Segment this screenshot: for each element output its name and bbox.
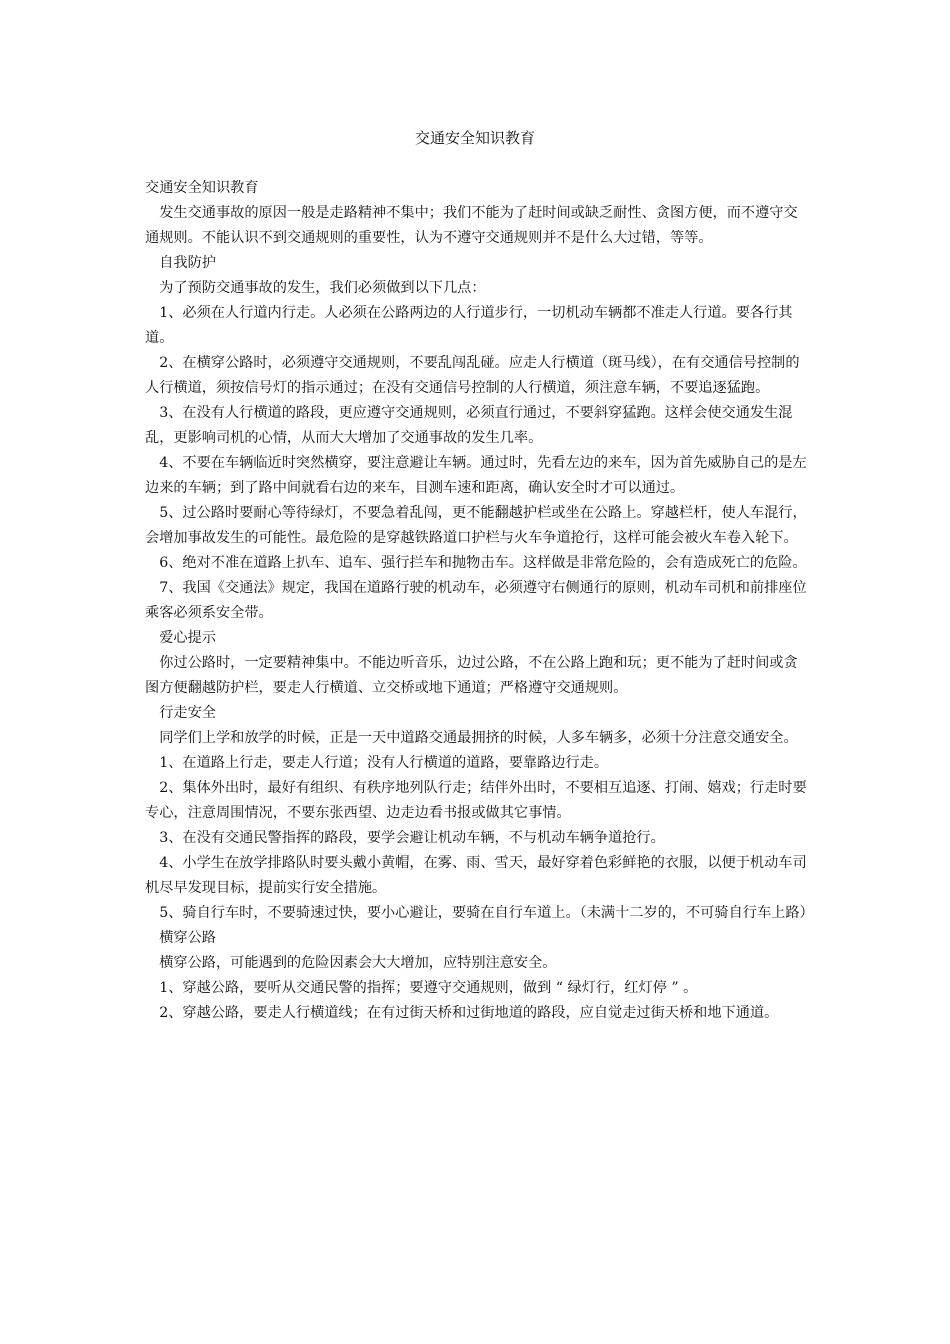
list-item: 3、在没有交通民警指挥的路段，要学会避让机动车辆，不与机动车辆争道抢行。 bbox=[159, 830, 665, 846]
list-item: 1、必须在人行道内行走。人必须在公路两边的人行道步行，一切机动车辆都不准走人行道。要各行其道。 bbox=[145, 305, 793, 346]
list-item: 2、在横穿公路时，必须遵守交通规则，不要乱闯乱碰。应走人行横道（斑马线），在有交通信号控制的人行横道，须按信号灯的指示通过；在没有交通信号控制的人行横道，须注意车辆，不要追逐猛跑。 bbox=[145, 355, 800, 396]
list-item: 1、在道路上行走，要走人行道；没有人行横道的道路，要靠路边行走。 bbox=[159, 755, 609, 771]
paragraph: 你过公路时，一定要精神集中。不能边听音乐，边过公路，不在公路上跑和玩；更不能为了赶时间或贪图方便翻越防护栏，要走人行横道、立交桥或地下通道；严格遵守交通规则。 bbox=[145, 655, 798, 696]
body-heading: 交通安全知识教育 bbox=[145, 180, 259, 196]
list-item: 7、我国《交通法》规定，我国在道路行驶的机动车，必须遵守右侧通行的原则，机动车司机和前排座位乘客必须系安全带。 bbox=[145, 580, 807, 621]
section-heading-caring-tips: 爱心提示 bbox=[159, 630, 216, 646]
document-title: 交通安全知识教育 bbox=[414, 129, 535, 147]
list-item: 3、在没有人行横道的路段，更应遵守交通规则，必须直行通过，不要斜穿猛跑。这样会使交通发生混乱，更影响司机的心情，从而大大增加了交通事故的发生几率。 bbox=[145, 405, 793, 446]
section-heading-crossing-road: 横穿公路 bbox=[159, 930, 216, 946]
paragraph: 横穿公路，可能遇到的危险因素会大大增加，应特别注意安全。 bbox=[159, 955, 557, 971]
section-heading-self-protection: 自我防护 bbox=[159, 255, 216, 271]
paragraph: 发生交通事故的原因一般是走路精神不集中；我们不能为了赶时间或缺乏耐性、贪图方便，而不遵守交通规则。不能认识不到交通规则的重要性，认为不遵守交通规则并不是什么大过错，等等。 bbox=[145, 205, 798, 246]
list-item: 4、不要在车辆临近时突然横穿，要注意避让车辆。通过时，先看左边的来车，因为首先威胁自己的是左边来的车辆；到了路中间就看右边的来车，目测车速和距离，确认安全时才可以通过。 bbox=[145, 455, 807, 496]
list-item: 4、小学生在放学排路队时要头戴小黄帽，在雾、雨、雪天，最好穿着色彩鲜艳的衣服，以便于机动车司机尽早发现目标，提前实行安全措施。 bbox=[145, 855, 807, 896]
list-item: 2、集体外出时，最好有组织、有秩序地列队行走；结伴外出时，不要相互追逐、打闹、嬉戏；行走时要专心，注意周围情况，不要东张西望、边走边看书报或做其它事情。 bbox=[145, 780, 807, 821]
paragraph: 同学们上学和放学的时候，正是一天中道路交通最拥挤的时候，人多车辆多，必须十分注意交通安全。 bbox=[159, 730, 798, 746]
list-item: 5、过公路时要耐心等待绿灯，不要急着乱闯，更不能翻越护栏或坐在公路上。穿越栏杆，使人车混行，会增加事故发生的可能性。最危险的是穿越铁路道口护栏与火车争道抢行，这样可能会被火车卷入轮下。 bbox=[145, 505, 807, 546]
list-item: 2、穿越公路，要走人行横道线；在有过街天桥和过街地道的路段，应自觉走过街天桥和地下通道。 bbox=[159, 1005, 779, 1021]
paragraph: 为了预防交通事故的发生，我们必须做到以下几点： bbox=[159, 280, 486, 296]
section-heading-walking-safety: 行走安全 bbox=[159, 705, 216, 721]
list-item: 1、穿越公路，要听从交通民警的指挥；要遵守交通规则，做到 “ 绿灯行，红灯停 ” 。 bbox=[159, 980, 698, 996]
list-item: 5、骑自行车时，不要骑速过快，要小心避让，要骑在自行车道上。（未满十二岁的，不可骑自行车上路） bbox=[159, 905, 814, 921]
list-item: 6、绝对不准在道路上扒车、追车、强行拦车和抛物击车。这样做是非常危险的，会有造成死亡的危险。 bbox=[159, 555, 807, 571]
document-body bbox=[145, 176, 814, 1026]
